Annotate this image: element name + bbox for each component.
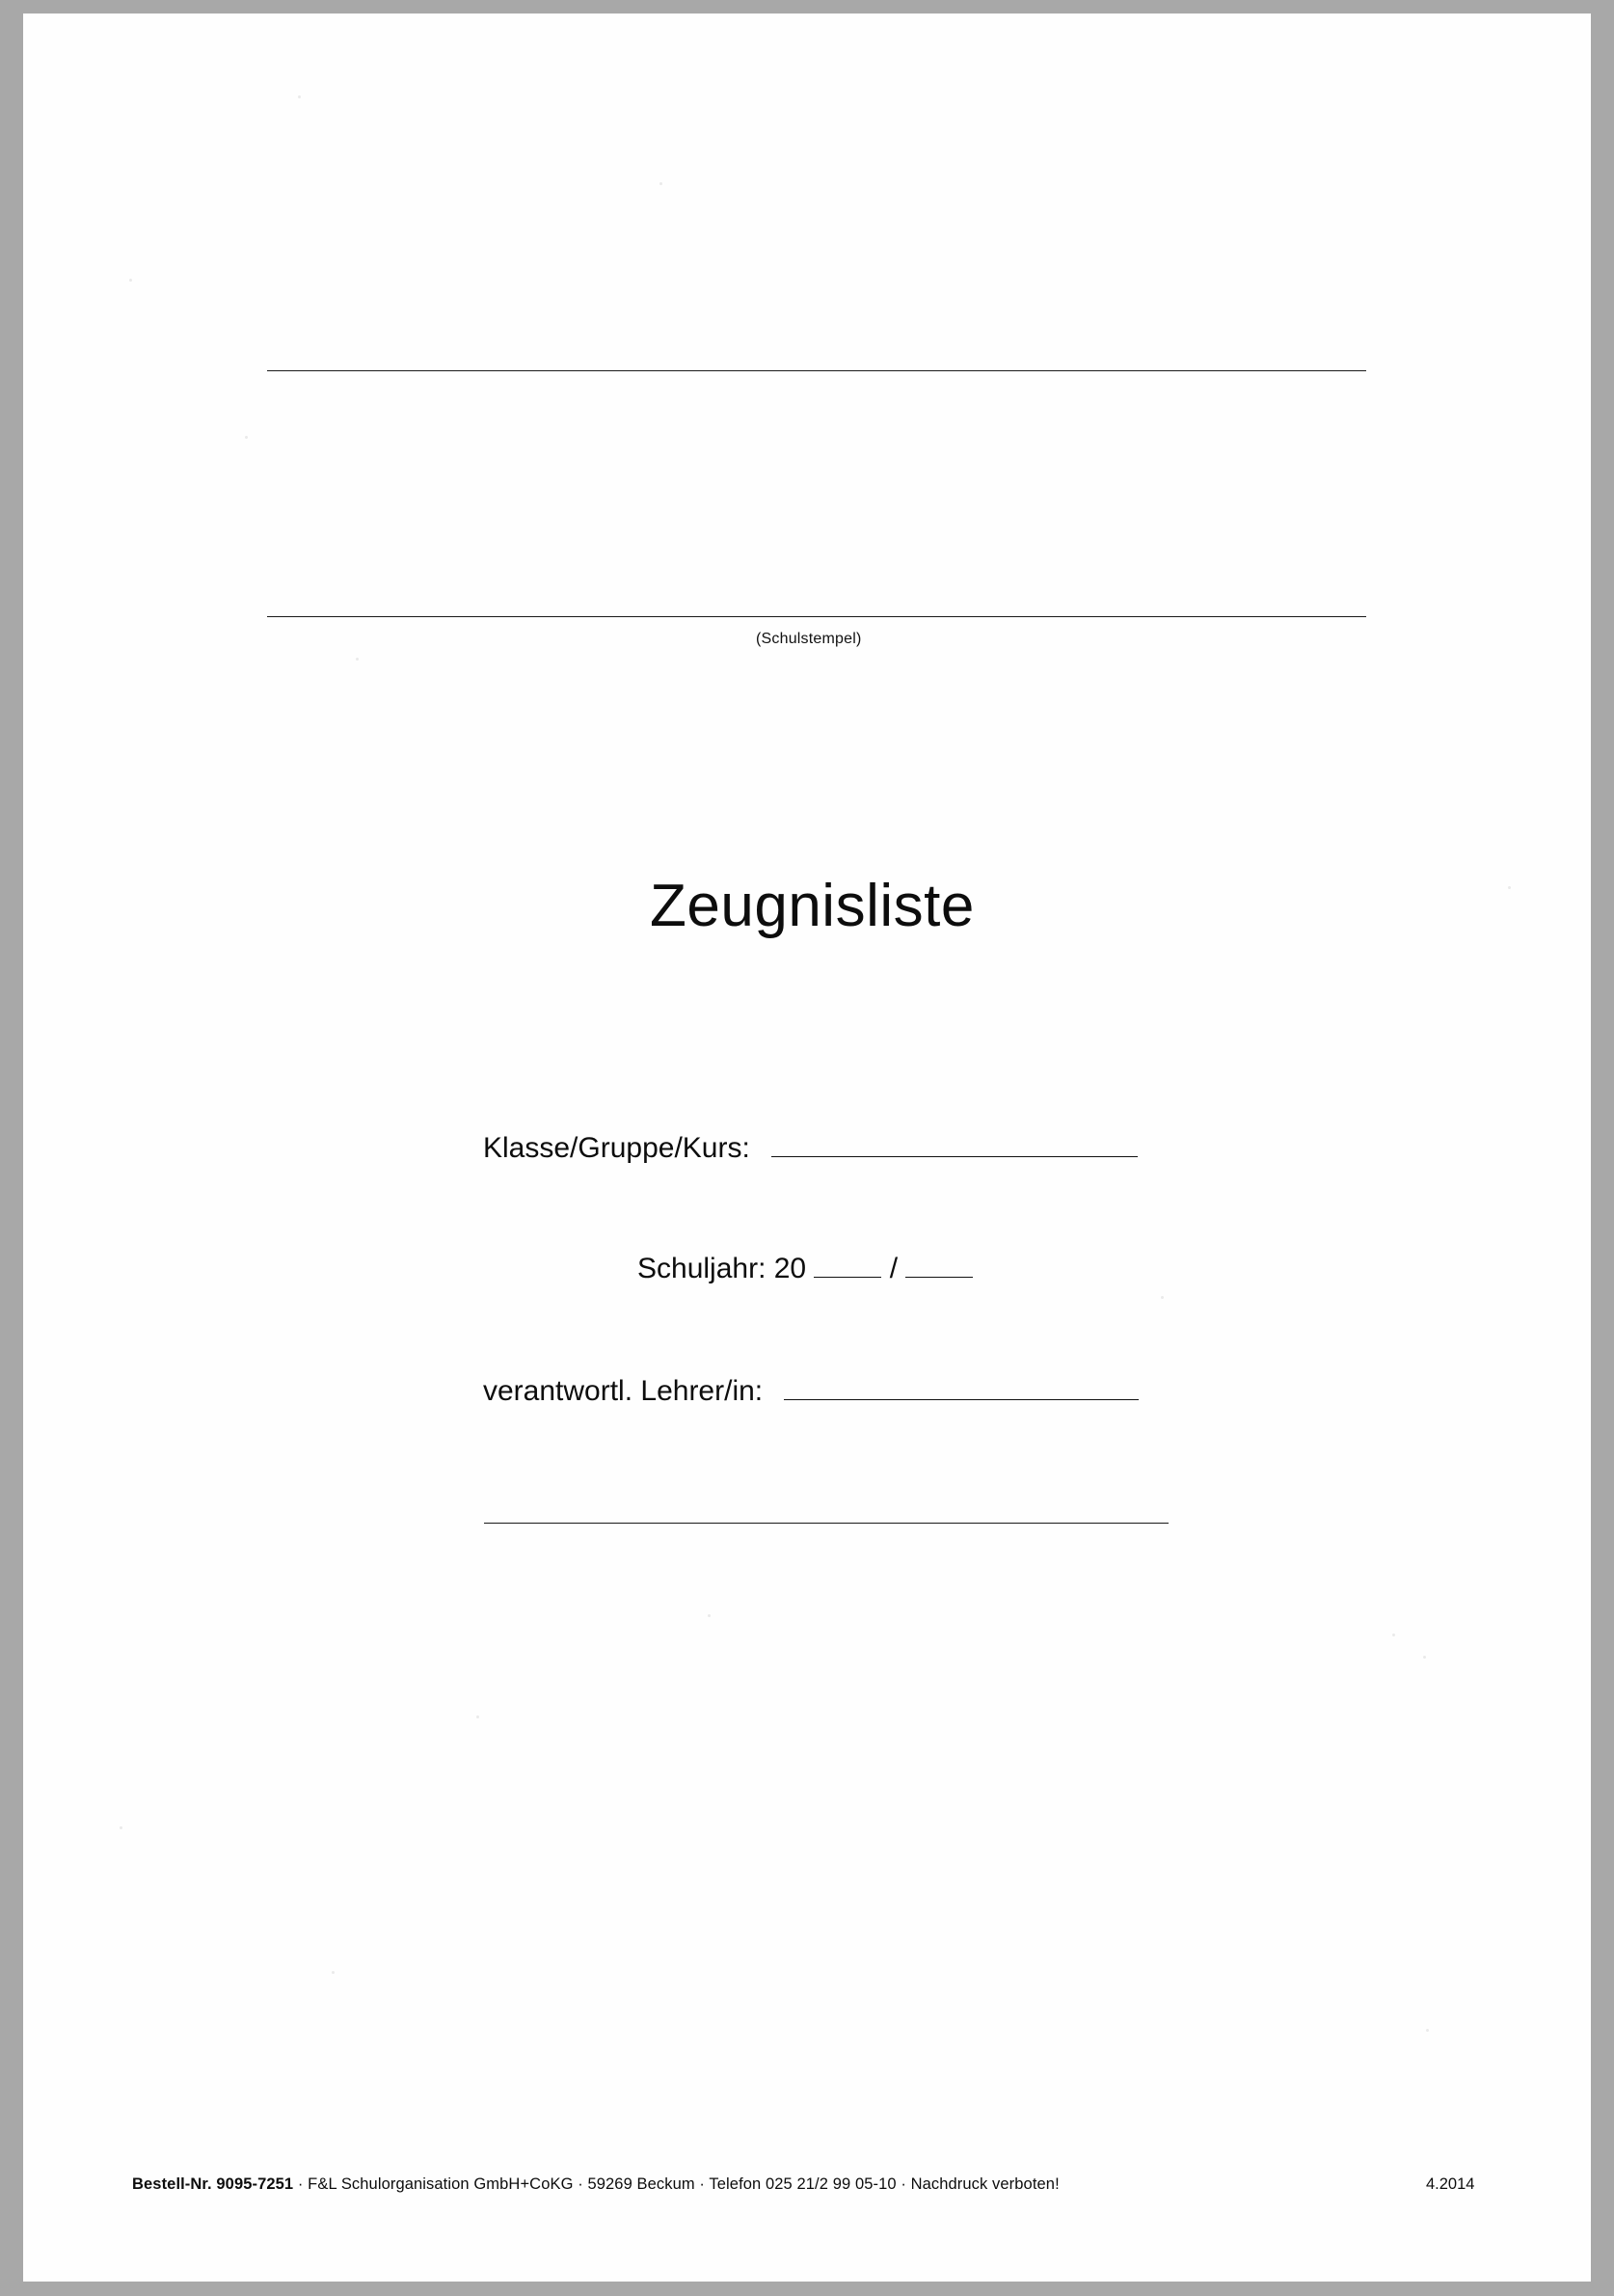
field-schuljahr-start-input[interactable] <box>814 1277 881 1278</box>
footer-date: 4.2014 <box>1426 2175 1475 2193</box>
school-stamp-bottom-rule <box>267 616 1366 617</box>
page-title: Zeugnisliste <box>650 873 975 939</box>
scan-speck <box>332 1971 335 1974</box>
scan-speck <box>356 658 359 661</box>
scan-speck <box>1426 2029 1429 2032</box>
scan-speck <box>1423 1656 1426 1659</box>
school-stamp-caption: (Schulstempel) <box>756 631 862 647</box>
field-klasse-input[interactable] <box>771 1156 1138 1157</box>
field-schuljahr-separator: / <box>889 1253 899 1284</box>
document-page <box>23 14 1591 2282</box>
scan-speck <box>1508 886 1511 889</box>
scan-speck <box>120 1826 122 1829</box>
footer-order-number: Bestell-Nr. 9095-7251 <box>132 2175 294 2193</box>
field-klasse-label: Klasse/Gruppe/Kurs: <box>483 1132 750 1164</box>
field-schuljahr-end-input[interactable] <box>905 1277 973 1278</box>
field-schuljahr-row <box>637 1253 973 1285</box>
field-lehrer-label: verantwortl. Lehrer/in: <box>483 1375 764 1407</box>
school-stamp-top-rule <box>267 370 1366 371</box>
footer-imprint <box>132 2175 1060 2194</box>
scan-speck <box>129 279 132 282</box>
footer-imprint-text: · F&L Schulorganisation GmbH+CoKG · 59269 Beckum · Telefon 025 21/2 99 05-10 · Nachdruck verboten! <box>293 2175 1060 2193</box>
signature-rule[interactable] <box>484 1523 1169 1524</box>
field-lehrer-row <box>483 1375 1139 1408</box>
scan-speck <box>659 182 662 185</box>
scan-speck <box>298 95 301 98</box>
scan-speck <box>476 1715 479 1718</box>
field-schuljahr-label: Schuljahr: 20 <box>637 1253 807 1284</box>
field-klasse-row <box>483 1132 1138 1165</box>
scan-speck <box>708 1614 711 1617</box>
scan-speck <box>245 436 248 439</box>
field-lehrer-input[interactable] <box>784 1399 1139 1400</box>
scan-speck <box>1161 1296 1164 1299</box>
scan-speck <box>1392 1634 1395 1636</box>
